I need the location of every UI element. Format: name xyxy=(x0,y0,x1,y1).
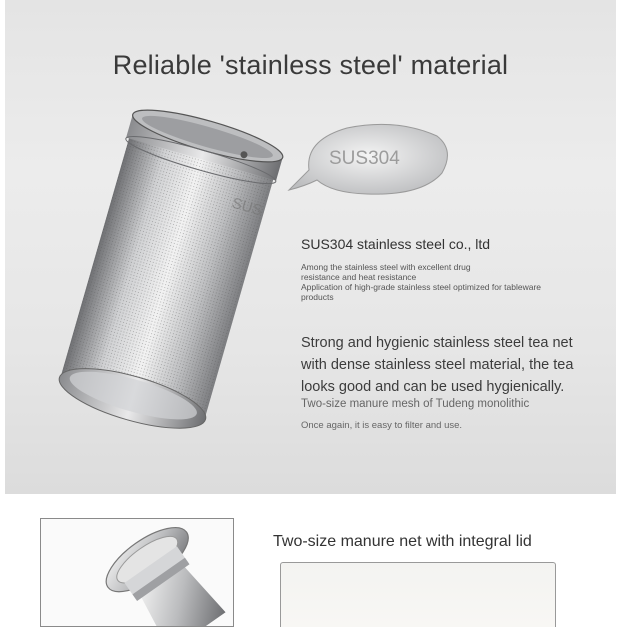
subtitle: Two-size manure mesh of Tudeng monolithic xyxy=(301,398,530,410)
small-text-line: products xyxy=(301,292,334,302)
paragraph-line: looks good and can be used hygienically. xyxy=(301,379,565,395)
strainer-mark: SUS xyxy=(229,194,265,220)
lid-product-photo xyxy=(280,562,556,627)
integral-lid-photo xyxy=(40,518,234,627)
sus304-callout xyxy=(287,118,457,198)
paragraph-line: with dense stainless steel material, the tea xyxy=(301,357,574,373)
material-section xyxy=(5,0,616,494)
section-title: Reliable 'stainless steel' material xyxy=(112,50,509,80)
bottom-section-title: Two-size manure net with integral lid xyxy=(273,533,532,550)
description-paragraph xyxy=(301,332,591,398)
note: Once again, it is easy to filter and use. xyxy=(301,420,463,431)
sus-heading: SUS304 stainless steel co., ltd xyxy=(301,236,491,252)
strainer-image xyxy=(35,100,295,470)
bubble-text: SUS304 xyxy=(329,148,400,169)
integral-lid-image xyxy=(41,519,234,627)
small-text-line: resistance and heat resistance xyxy=(301,272,417,282)
paragraph-line: Strong and hygienic stainless steel tea net xyxy=(301,335,573,351)
small-text-line: Application of high-grade stainless steel optimized for tableware xyxy=(301,282,542,292)
small-text-line: Among the stainless steel with excellent drug xyxy=(301,262,471,272)
